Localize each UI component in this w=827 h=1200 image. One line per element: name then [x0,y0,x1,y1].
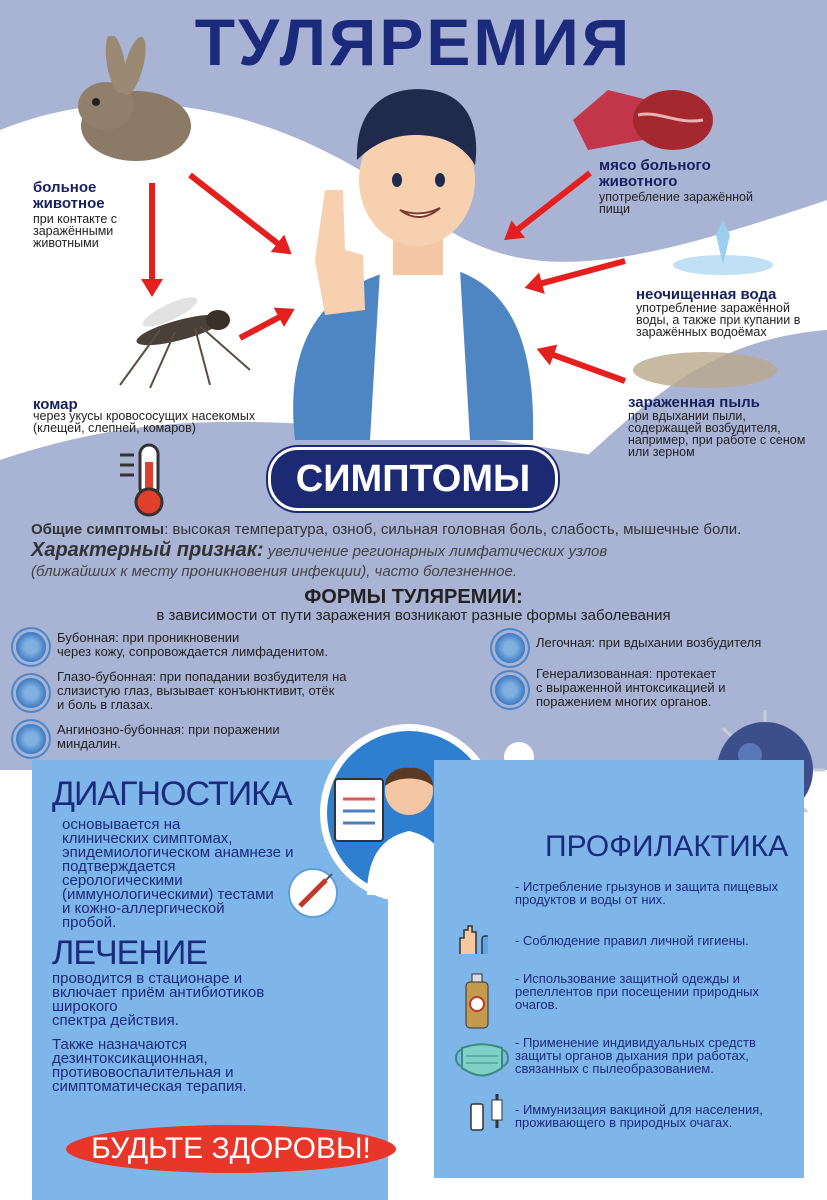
treatment-heading: ЛЕЧЕНИЕ [52,934,207,972]
raw-meat-illustration [568,70,718,160]
forms-subheading: в зависимости от пути заражения возникают разные формы заболевания [156,607,671,624]
thermometer-icon [118,440,178,520]
treatment-text-2: Также назначаются дезинтоксикационная, противовоспалительная и симптоматическая терапия. [52,1036,247,1095]
source-animal-desc: при контакте с заражёнными животными [33,212,118,250]
prevention-item-rodents: - Истребление грызунов и защита пищевых продуктов и воды от них. [515,879,779,907]
source-meat-title: мясо больного животного [599,157,711,190]
prevention-item-hygiene: - Соблюдение правил личной гигиены. [515,933,749,948]
source-water-desc: употребление заражённой воды, а также при купании в заражённых водоёмах [636,301,801,339]
form-anginal-bubonic: Ангинозно-бубонная: при поражении миндалин. [57,722,280,751]
virus-icon [495,633,525,663]
virus-icon [16,678,46,708]
diagnostics-text: основывается на клинических симптомах, эпидемиологическом анамнезе и подтверждается серологическими (иммунологическими) тестами и кожно-аллергической пробой. [62,816,294,931]
source-mosquito-desc: через укусы кровососущих насекомых (клещей, слепней, комаров) [33,409,256,435]
form-pulmonary: Легочная: при вдыхании возбудителя [536,635,762,650]
virus-icon [495,675,525,705]
characteristic-sign-text2: (ближайших к месту проникновения инфекции), часто болезненное. [31,563,518,580]
form-generalized: Генерализованная: протекает с выраженной интоксикацией и поражением многих органов. [536,666,726,709]
repellent-spray-icon [462,972,492,1032]
prevention-item-repellents: - Использование защитной одежды и репеллентов при посещении природных очагов. [515,971,759,1012]
water-splash-illustration [668,220,778,280]
prevention-item-vaccination: - Иммунизация вакциной для населения, проживающего в природных очагах. [515,1102,763,1130]
face-mask-icon [452,1038,512,1082]
diagnostics-heading: ДИАГНОСТИКА [52,775,292,813]
treatment-text: проводится в стационаре и включает приём антибиотиков широкого спектра действия. [52,970,265,1029]
forms-heading: ФОРМЫ ТУЛЯРЕМИИ: [304,586,523,608]
page-title: ТУЛЯРЕМИЯ [194,5,633,79]
virus-icon [16,632,46,662]
source-dust-desc: при вдыхании пыли, содержащей возбудителя, например, при работе с сеном или зерном [628,409,806,459]
source-water-title: неочищенная вода [636,286,777,303]
source-dust-title: зараженная пыль [628,394,760,411]
source-meat-desc: употребление заражённой пищи [599,190,753,216]
arrow-animal-mosquito [149,183,155,283]
hand-wash-icon [454,920,488,954]
general-symptoms-label: Общие симптомы [31,521,165,538]
virus-icon [16,724,46,754]
characteristic-sign-label: Характерный признак: [31,539,264,561]
characteristic-sign [31,541,821,561]
stay-healthy-banner: БУДЬТЕ ЗДОРОВЫ! [66,1125,396,1173]
source-animal-title: больное животное [33,179,105,212]
rabbit-illustration [66,36,196,166]
prevention-heading: ПРОФИЛАКТИКА [545,830,789,863]
dust-pile-illustration [630,345,780,390]
symptoms-heading: СИМПТОМЫ [268,447,558,511]
characteristic-sign-text1: увеличение регионарных лимфатических узлов [267,543,608,560]
form-oculoglandular: Глазо-бубонная: при попадании возбудителя на слизистую глаз, вызывает конъюнктивит, отёк и боль в глазах. [57,669,347,712]
vaccine-icon [467,1090,507,1136]
man-pointing-illustration [285,80,535,440]
source-mosquito-title: комар [33,396,78,413]
mosquito-illustration [100,290,260,390]
general-symptoms-text: : высокая температура, озноб, сильная головная боль, слабость, мышечные боли. [164,521,742,538]
form-bubonic: Бубонная: при проникновении через кожу, сопровождается лимфаденитом. [57,630,328,659]
general-symptoms [31,522,821,537]
prevention-item-respiratory: - Применение индивидуальных средств защиты органов дыхания при работах, связанных с пылеобразованием. [515,1035,756,1076]
